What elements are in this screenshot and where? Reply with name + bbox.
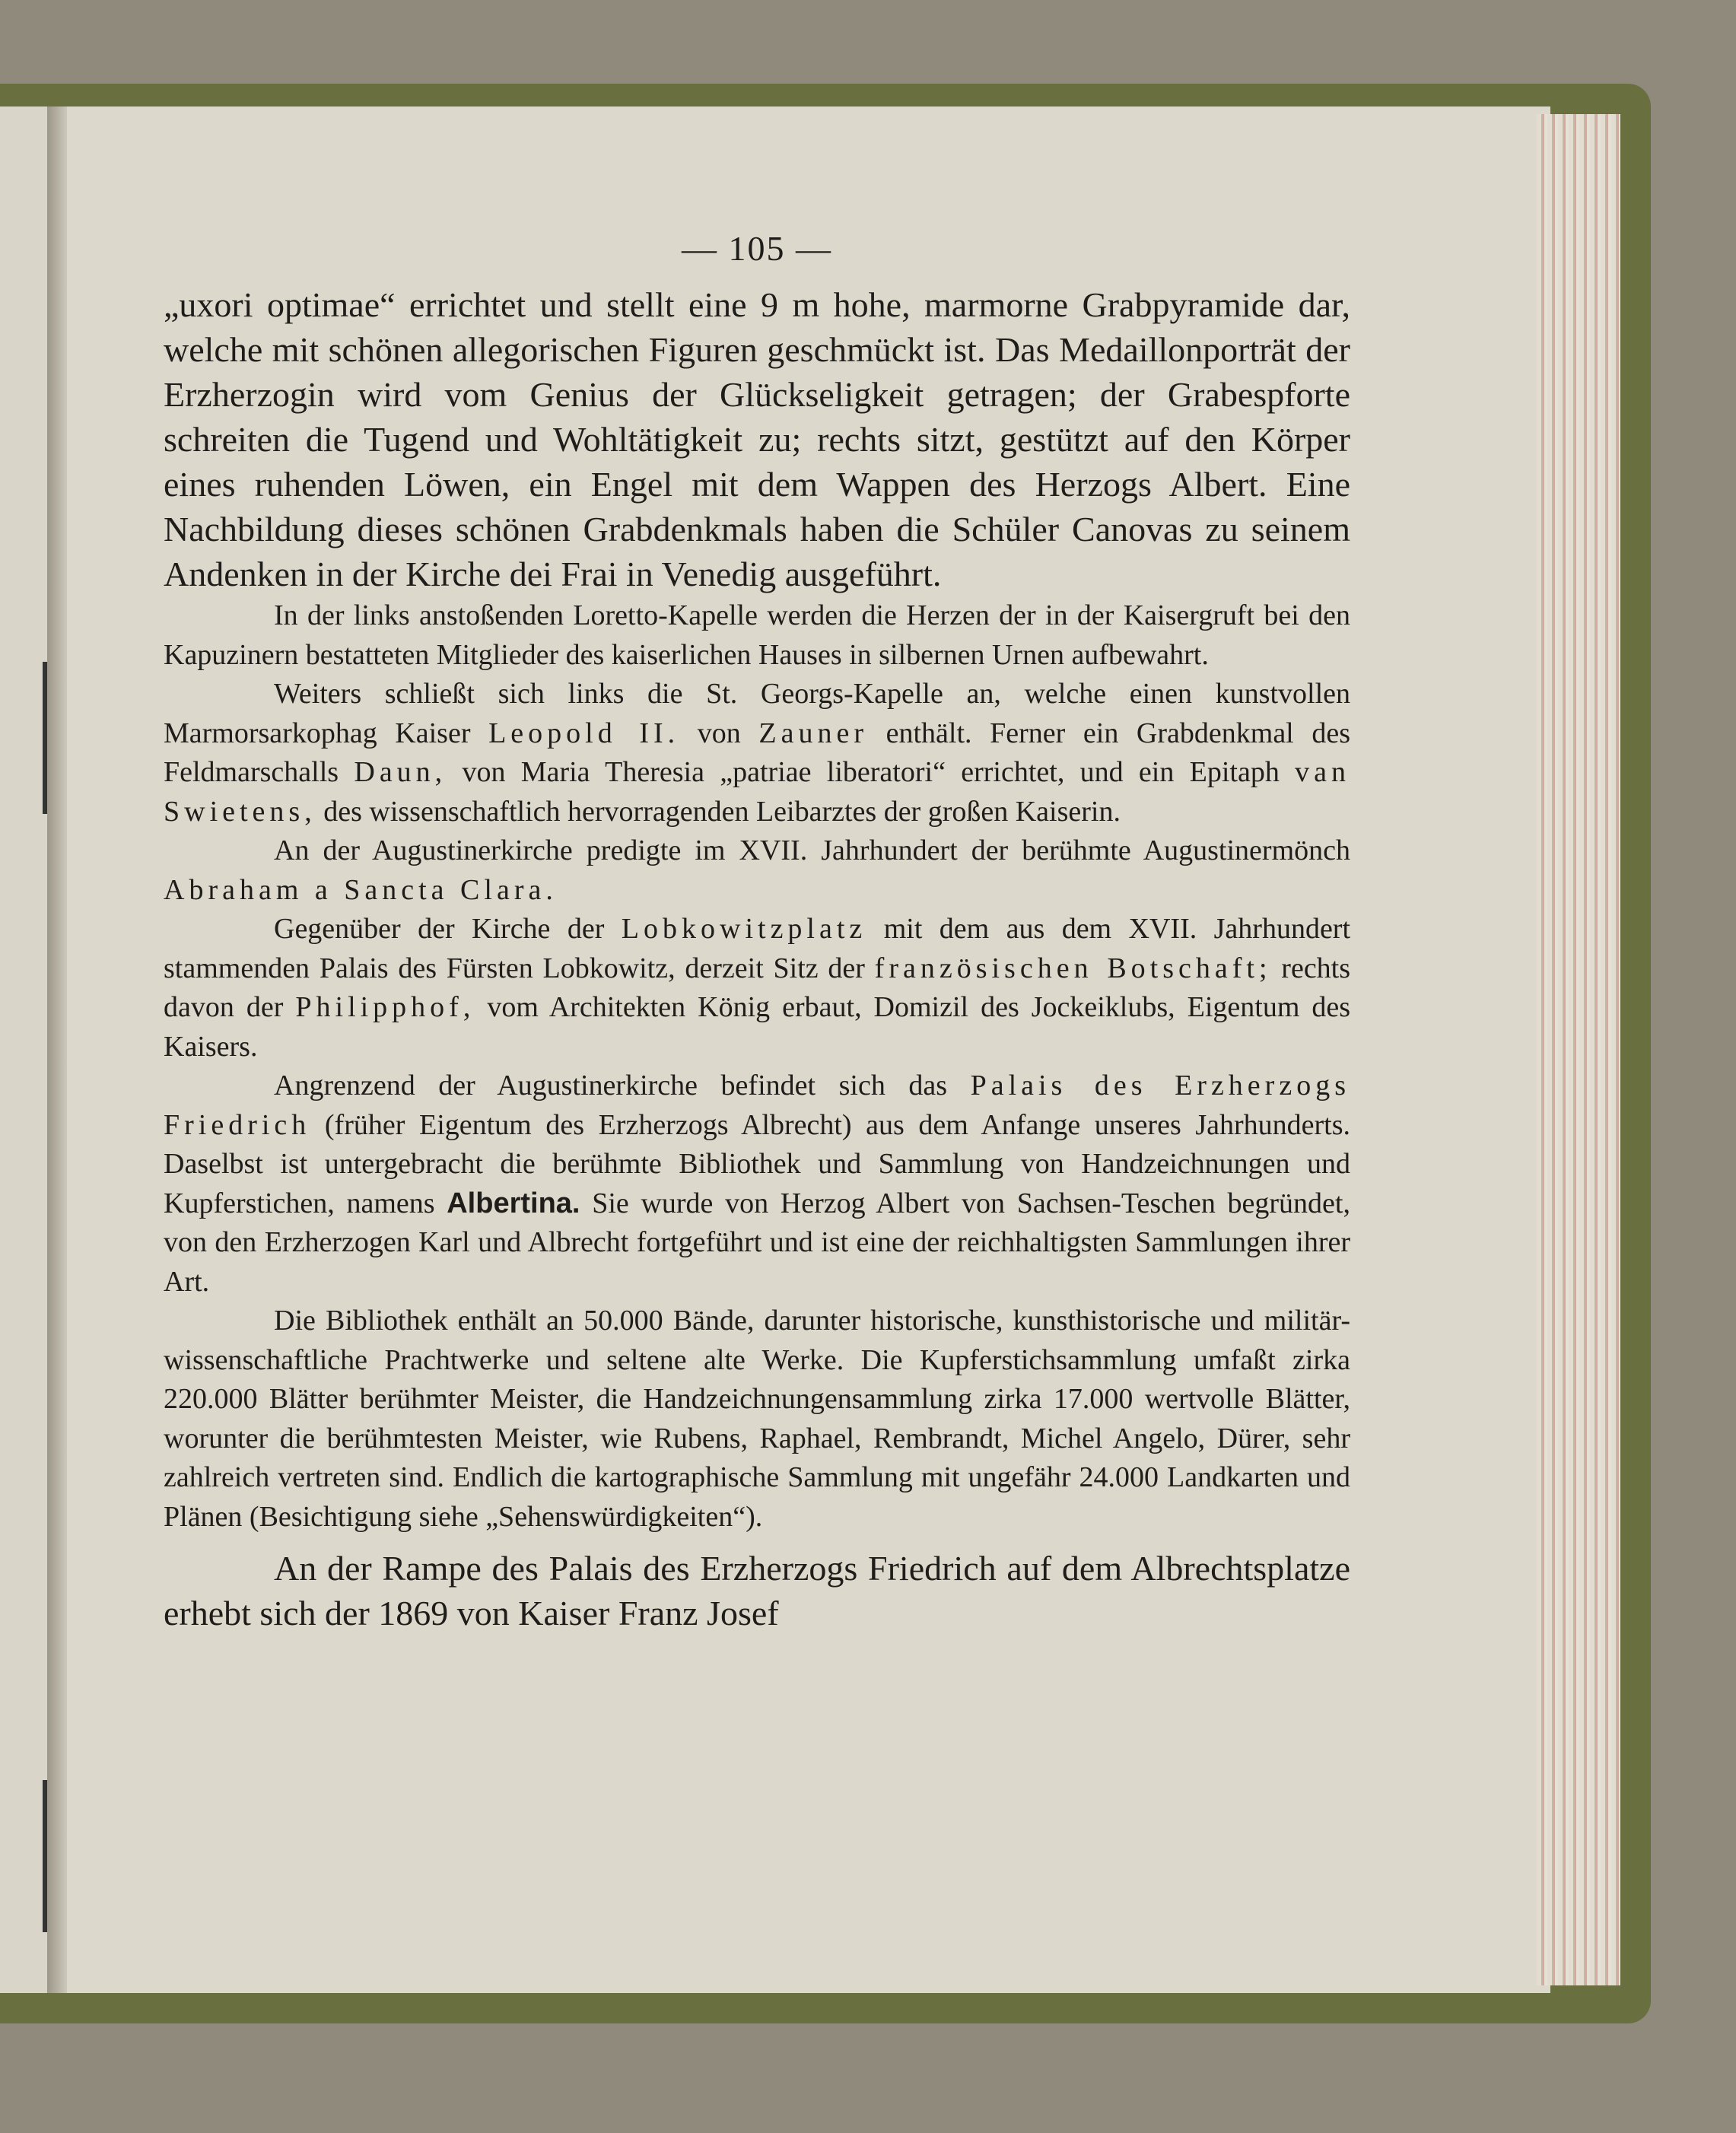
left-page-edge: [0, 106, 53, 1993]
paragraph-tomb-description: „uxori optimae“ errichtet und stellt eine 9 m hohe, marmorne Grabpyramide dar, welche mit schönen allegorischen Figuren geschmückt ist. Das Medaillonporträt der Erzherzogin wird vom Genius der Glückseligkeit getragen; der Grabespforte schreiten die Tugend und Wohltätigkeit zu; rechts sitzt, gestützt auf den Körper eines ruhenden Löwen, ein Engel mit dem Wappen des Herzogs Albert. Eine Nachbildung dieses schönen Grabdenkmals haben die Schüler Canovas zu seinem Andenken in der Kirche dei Frai in Venedig ausgeführt.: [164, 285, 1350, 593]
paragraph-albertina: Angrenzend der Augustinerkirche befindet sich das Palais des Erzherzogs Friedrich (früher Eigentum des Erzherzogs Albrecht) aus dem Anfange unseres Jahrhunderts. Daselbst ist untergebracht die berühmte Bibliothek und Sammlung von Handzeichnungen und Kupferstichen, namens Albertina. Sie wurde von Herzog Albert von Sachsen-Teschen begründet, von den Erzherzogen Karl und Albrecht fortgeführt und ist eine der reichhaltigsten Sammlungen ihrer Art.: [164, 1070, 1351, 1298]
large-print-continuation: [164, 1546, 1350, 1636]
large-print-block: [164, 282, 1350, 596]
page-edges: [1537, 114, 1620, 1985]
paragraph-augustinerkirche: An der Augustinerkirche predigte im XVII. Jahrhundert der berühmte Augustinermönch Abraham a Sancta Clara.: [164, 834, 1350, 906]
paragraph-rampe: An der Rampe des Palais des Erzherzogs Friedrich auf dem Albrechtsplatze erhebt sich der 1869 von Kaiser Franz Josef: [164, 1549, 1350, 1632]
page-text: [164, 228, 1350, 1636]
paragraph-lobkowitzplatz: Gegenüber der Kirche der Lobkowitzplatz mit dem aus dem XVII. Jahrhundert stammenden Palais des Fürsten Lobkowitz, derzeit Sitz der französischen Botschaft; rechts davon der Philipphof, vom Architekten König erbaut, Domizil des Jockeiklubs, Eigentum des Kaisers.: [164, 913, 1351, 1063]
small-print-block: [164, 596, 1350, 1537]
paragraph-georgs-chapel: Weiters schließt sich links die St. Georgs-Kapelle an, welche einen kunstvollen Marmorsarkophag Kaiser Leopold II. von Zauner enthält. Ferner ein Grabdenkmal des Feldmarschalls Daun, von Maria Theresia „patriae liberatori“ errichtet, und ein Epitaph van Swietens, des wissenschaftlich hervorragenden Leibarztes der großen Kaiserin.: [164, 678, 1351, 828]
paragraph-loretto-chapel: In der links anstoßenden Loretto-Kapelle werden die Herzen der in der Kaisergruft bei den Kapuzinern bestatteten Mitglieder des kaiserlichen Hauses in silbernen Urnen aufbewahrt.: [164, 599, 1350, 671]
page-number: — 105 —: [682, 229, 832, 268]
paragraph-bibliothek: Die Bibliothek enthält an 50.000 Bände, darunter historische, kunsthistorische und militär-wissenschaftliche Prachtwerke und seltene alte Werke. Die Kupferstichsammlung umfaßt zirka 220.000 Blätter berühmter Meister, die Handzeichnungensammlung zirka 17.000 wertvolle Blätter, worunter die berühmtesten Meister, wie Rubens, Raphael, Rembrandt, Michel Angelo, Dürer, sehr zahlreich vertreten sind. Endlich die kartographische Sammlung mit ungefähr 24.000 Landkarten und Plänen (Besichtigung siehe „Sehenswürdigkeiten“).: [164, 1305, 1350, 1533]
